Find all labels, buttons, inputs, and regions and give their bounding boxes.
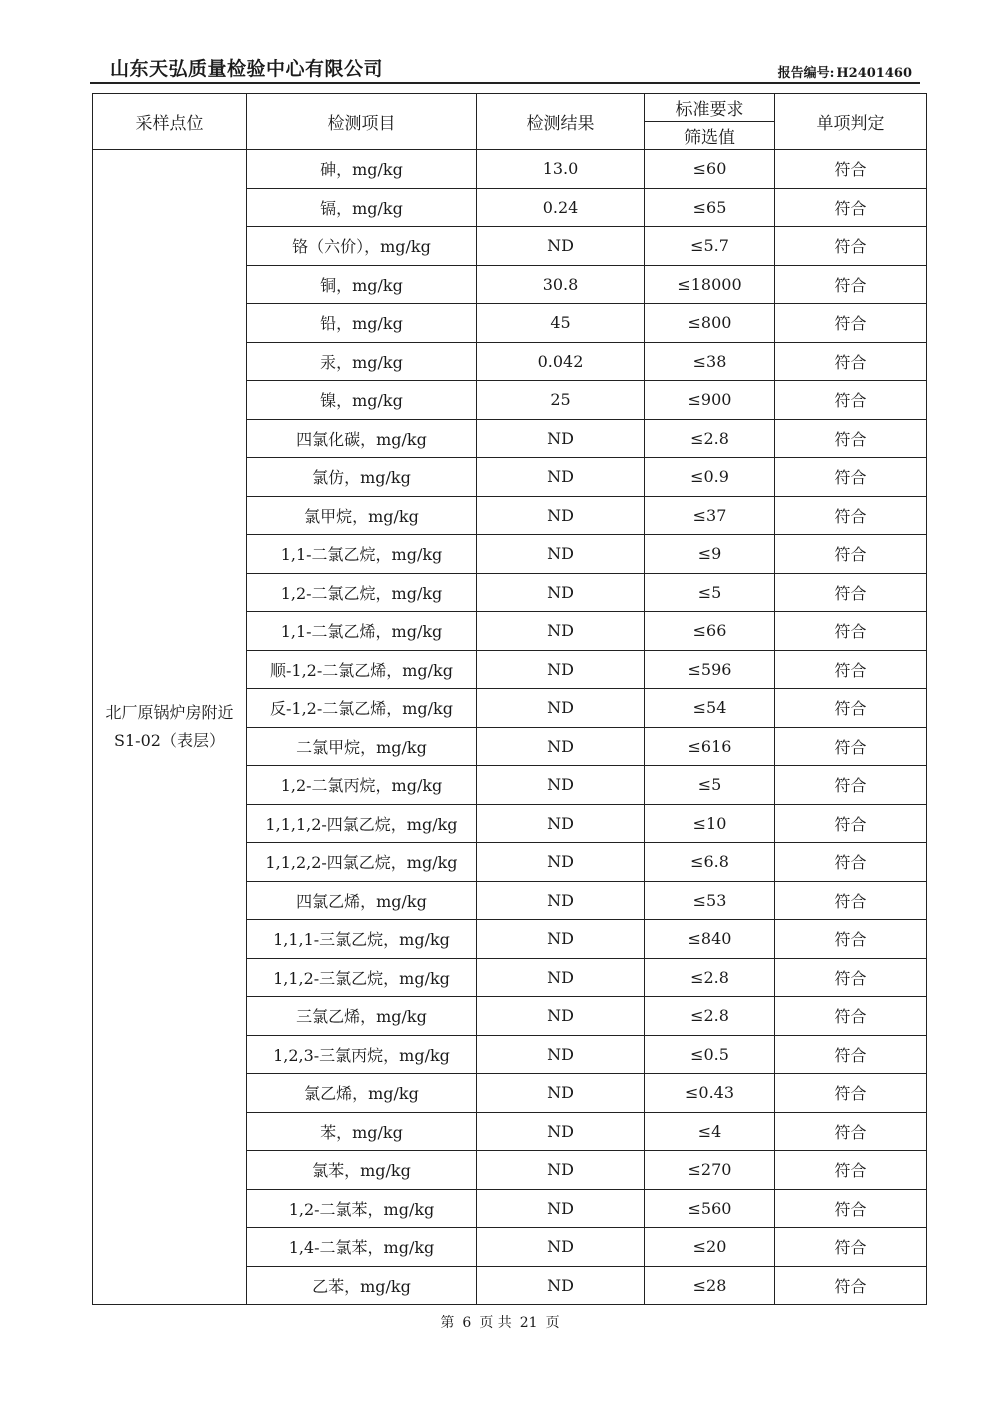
result-cell: ND [477,920,645,959]
table-row [93,150,927,189]
result-cell: 30.8 [477,265,645,304]
result-cell: ND [477,1266,645,1305]
item-cell: 顺-1,2-二氯乙烯，mg/kg [247,650,477,689]
page-footer [0,1312,1000,1332]
verdict-cell: 符合 [775,381,927,420]
result-cell: 45 [477,304,645,343]
item-cell: 1,2-二氯乙烷，mg/kg [247,573,477,612]
result-cell: ND [477,419,645,458]
verdict-cell: 符合 [775,881,927,920]
page-suffix: 页 [545,1315,560,1331]
item-cell: 1,1,1,2-四氯乙烷，mg/kg [247,804,477,843]
result-cell: 25 [477,381,645,420]
verdict-cell: 符合 [775,265,927,304]
result-cell: ND [477,535,645,574]
limit-cell: ≤53 [645,881,775,920]
limit-cell: ≤5 [645,766,775,805]
item-cell: 苯，mg/kg [247,1112,477,1151]
limit-cell: ≤0.9 [645,458,775,497]
item-cell: 1,1-二氯乙烷，mg/kg [247,535,477,574]
result-cell: 0.24 [477,188,645,227]
verdict-cell: 符合 [775,727,927,766]
limit-cell: ≤5 [645,573,775,612]
verdict-cell: 符合 [775,573,927,612]
verdict-cell: 符合 [775,1074,927,1113]
page-number: 6 [462,1315,472,1331]
page-total: 21 [519,1315,538,1331]
item-cell: 1,2-二氯丙烷，mg/kg [247,766,477,805]
verdict-cell: 符合 [775,1266,927,1305]
verdict-cell: 符合 [775,1035,927,1074]
item-cell: 1,1,2-三氯乙烷，mg/kg [247,958,477,997]
limit-cell: ≤6.8 [645,843,775,882]
item-cell: 三氯乙烯，mg/kg [247,997,477,1036]
verdict-cell: 符合 [775,304,927,343]
result-cell: 13.0 [477,150,645,189]
verdict-cell: 符合 [775,227,927,266]
result-cell: ND [477,689,645,728]
item-cell: 1,2-二氯苯，mg/kg [247,1189,477,1228]
verdict-cell: 符合 [775,1151,927,1190]
item-cell: 砷，mg/kg [247,150,477,189]
limit-cell: ≤54 [645,689,775,728]
result-cell: ND [477,573,645,612]
report-number-value: H2401460 [836,66,912,81]
result-cell: ND [477,227,645,266]
company-name: 山东天弘质量检验中心有限公司 [110,58,384,80]
item-cell: 氯乙烯，mg/kg [247,1074,477,1113]
verdict-cell: 符合 [775,1112,927,1151]
item-cell: 镉，mg/kg [247,188,477,227]
limit-cell: ≤65 [645,188,775,227]
verdict-cell: 符合 [775,1228,927,1267]
item-cell: 1,4-二氯苯，mg/kg [247,1228,477,1267]
verdict-cell: 符合 [775,188,927,227]
item-cell: 汞，mg/kg [247,342,477,381]
result-cell: ND [477,458,645,497]
limit-cell: ≤4 [645,1112,775,1151]
limit-cell: ≤18000 [645,265,775,304]
limit-cell: ≤9 [645,535,775,574]
table-body [93,150,927,1305]
result-cell: ND [477,997,645,1036]
page-prefix: 第 [440,1315,455,1331]
item-cell: 氯苯，mg/kg [247,1151,477,1190]
item-cell: 1,2,3-三氯丙烷，mg/kg [247,1035,477,1074]
verdict-cell: 符合 [775,804,927,843]
limit-cell: ≤2.8 [645,997,775,1036]
result-cell: ND [477,881,645,920]
sampling-location: 北厂原锅炉房附近 S1-02（表层） [93,150,247,1305]
col-header-item: 检测项目 [247,94,477,150]
verdict-cell: 符合 [775,843,927,882]
result-cell: ND [477,1189,645,1228]
limit-cell: ≤66 [645,612,775,651]
result-cell: ND [477,727,645,766]
verdict-cell: 符合 [775,342,927,381]
result-cell: ND [477,650,645,689]
limit-cell: ≤20 [645,1228,775,1267]
item-cell: 1,1,2,2-四氯乙烷，mg/kg [247,843,477,882]
limit-cell: ≤2.8 [645,419,775,458]
limit-cell: ≤270 [645,1151,775,1190]
result-cell: ND [477,496,645,535]
result-cell: ND [477,1151,645,1190]
result-cell: 0.042 [477,342,645,381]
result-cell: ND [477,958,645,997]
item-cell: 四氯乙烯，mg/kg [247,881,477,920]
report-number-label: 报告编号: [777,66,835,81]
result-cell: ND [477,1228,645,1267]
col-header-location: 采样点位 [93,94,247,150]
report-number [778,62,912,81]
limit-cell: ≤800 [645,304,775,343]
verdict-cell: 符合 [775,1189,927,1228]
limit-cell: ≤38 [645,342,775,381]
verdict-cell: 符合 [775,419,927,458]
result-cell: ND [477,1035,645,1074]
page-mid: 页 共 [479,1315,512,1331]
limit-cell: ≤5.7 [645,227,775,266]
limit-cell: ≤28 [645,1266,775,1305]
page-header [90,52,920,84]
item-cell: 乙苯，mg/kg [247,1266,477,1305]
verdict-cell: 符合 [775,496,927,535]
verdict-cell: 符合 [775,458,927,497]
limit-cell: ≤37 [645,496,775,535]
limit-cell: ≤60 [645,150,775,189]
limit-cell: ≤0.43 [645,1074,775,1113]
item-cell: 铅，mg/kg [247,304,477,343]
item-cell: 氯甲烷，mg/kg [247,496,477,535]
verdict-cell: 符合 [775,920,927,959]
limit-cell: ≤560 [645,1189,775,1228]
limit-cell: ≤616 [645,727,775,766]
result-cell: ND [477,804,645,843]
limit-cell: ≤596 [645,650,775,689]
item-cell: 氯仿，mg/kg [247,458,477,497]
limit-cell: ≤0.5 [645,1035,775,1074]
col-header-result: 检测结果 [477,94,645,150]
verdict-cell: 符合 [775,650,927,689]
verdict-cell: 符合 [775,689,927,728]
col-header-screening: 筛选值 [645,122,775,150]
item-cell: 反-1,2-二氯乙烯，mg/kg [247,689,477,728]
verdict-cell: 符合 [775,612,927,651]
result-cell: ND [477,1074,645,1113]
verdict-cell: 符合 [775,958,927,997]
limit-cell: ≤900 [645,381,775,420]
item-cell: 四氯化碳，mg/kg [247,419,477,458]
result-cell: ND [477,766,645,805]
item-cell: 二氯甲烷，mg/kg [247,727,477,766]
result-cell: ND [477,1112,645,1151]
result-cell: ND [477,612,645,651]
results-table [92,93,927,1305]
result-cell: ND [477,843,645,882]
verdict-cell: 符合 [775,997,927,1036]
item-cell: 铜，mg/kg [247,265,477,304]
item-cell: 镍，mg/kg [247,381,477,420]
verdict-cell: 符合 [775,766,927,805]
limit-cell: ≤10 [645,804,775,843]
verdict-cell: 符合 [775,150,927,189]
col-header-standard: 标准要求 [645,94,775,122]
item-cell: 铬（六价），mg/kg [247,227,477,266]
item-cell: 1,1,1-三氯乙烷，mg/kg [247,920,477,959]
col-header-verdict: 单项判定 [775,94,927,150]
item-cell: 1,1-二氯乙烯，mg/kg [247,612,477,651]
limit-cell: ≤2.8 [645,958,775,997]
limit-cell: ≤840 [645,920,775,959]
verdict-cell: 符合 [775,535,927,574]
